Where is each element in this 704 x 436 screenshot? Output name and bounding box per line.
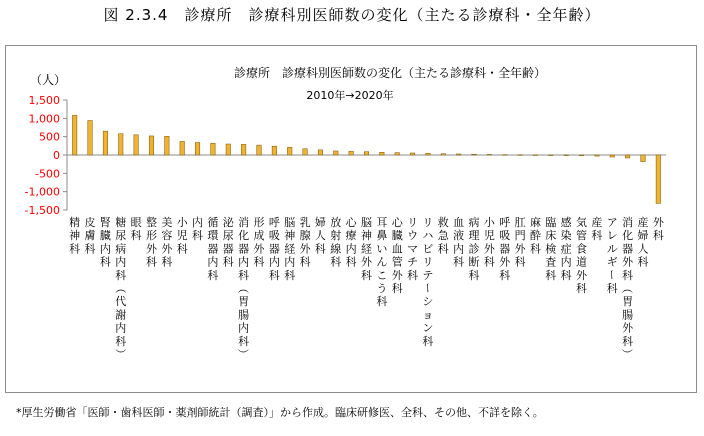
x-category-label <box>330 216 341 269</box>
svg-text:内: 内 <box>99 242 111 256</box>
svg-text:眼: 眼 <box>130 216 142 229</box>
svg-text:内: 内 <box>115 255 127 269</box>
svg-text:臓: 臓 <box>99 229 111 243</box>
svg-text:外: 外 <box>145 242 157 256</box>
x-category-label <box>253 216 265 269</box>
svg-text:成: 成 <box>253 229 265 243</box>
svg-text:環: 環 <box>207 229 219 243</box>
y-tick-label: 500 <box>39 130 60 144</box>
bar <box>579 155 584 156</box>
svg-text:外: 外 <box>514 242 526 256</box>
svg-text:内: 内 <box>238 321 250 335</box>
svg-text:科: 科 <box>145 255 157 269</box>
bar <box>472 154 477 155</box>
x-category-label <box>284 216 295 282</box>
svg-text:液: 液 <box>453 229 465 243</box>
svg-text:外: 外 <box>499 255 511 269</box>
svg-text:管: 管 <box>391 255 403 269</box>
svg-text:胃: 胃 <box>622 295 634 309</box>
svg-text:科: 科 <box>284 268 296 282</box>
bar <box>395 153 400 155</box>
bar <box>134 135 139 155</box>
svg-text:科: 科 <box>545 268 557 282</box>
svg-text:化: 化 <box>238 229 250 243</box>
chart-title: 診療所 診療科別医師数の変化（主たる診療科・全年齢） <box>233 66 547 80</box>
svg-text:膚: 膚 <box>84 229 96 243</box>
svg-text:科: 科 <box>606 282 618 295</box>
svg-text:皮: 皮 <box>84 216 96 229</box>
svg-text:代: 代 <box>115 295 127 309</box>
footnote: *厚生労働省「医師・歯科医師・薬剤師統計（調査）」から作成。臨床研修医、全科、その他、不詳を除く。 <box>16 406 544 419</box>
svg-text:消: 消 <box>622 216 634 229</box>
svg-text:病: 病 <box>115 242 127 256</box>
bar <box>564 155 569 156</box>
svg-text:鼻: 鼻 <box>376 229 388 243</box>
bar <box>595 155 600 156</box>
svg-text:染: 染 <box>560 229 572 243</box>
svg-text:容: 容 <box>161 229 173 243</box>
bar <box>549 155 554 156</box>
x-category-label <box>223 216 235 269</box>
svg-text:門: 門 <box>514 229 526 243</box>
bar <box>195 143 200 155</box>
svg-text:麻: 麻 <box>529 216 541 229</box>
svg-text:科: 科 <box>622 334 634 348</box>
bar <box>149 136 154 155</box>
svg-text:科: 科 <box>622 268 634 282</box>
svg-text:外: 外 <box>576 268 588 282</box>
x-category-label <box>591 215 602 242</box>
svg-text:断: 断 <box>468 255 480 269</box>
svg-text:（: （ <box>113 282 127 294</box>
svg-text:腸: 腸 <box>238 308 250 322</box>
bar <box>211 143 216 155</box>
svg-text:耳: 耳 <box>376 216 388 229</box>
svg-text:リ: リ <box>422 216 434 229</box>
svg-text:外: 外 <box>253 242 265 256</box>
svg-text:科: 科 <box>560 268 572 282</box>
bar <box>518 155 523 156</box>
svg-text:ョ: ョ <box>422 308 434 322</box>
svg-text:ア: ア <box>606 216 618 229</box>
svg-text:形: 形 <box>145 229 157 243</box>
svg-text:尿: 尿 <box>115 229 127 243</box>
x-category-label <box>131 216 142 242</box>
svg-text:美: 美 <box>161 216 173 229</box>
svg-text:科: 科 <box>345 255 357 269</box>
bar <box>257 145 262 155</box>
svg-text:科: 科 <box>238 334 250 348</box>
x-category-label <box>161 216 173 269</box>
bar <box>241 144 246 155</box>
bar <box>287 147 292 155</box>
svg-text:臨: 臨 <box>545 216 557 229</box>
svg-text:婦: 婦 <box>637 229 649 243</box>
svg-text:形: 形 <box>253 216 265 229</box>
svg-text:内: 内 <box>284 255 296 269</box>
bar <box>410 153 415 155</box>
svg-text:精: 精 <box>69 216 81 229</box>
bar <box>533 155 538 156</box>
svg-text:（: （ <box>620 282 634 294</box>
svg-text:マ: マ <box>407 242 419 256</box>
bar <box>380 152 385 155</box>
svg-text:乳: 乳 <box>299 216 311 229</box>
svg-text:ー: ー <box>420 282 434 294</box>
y-tick-label: 1,000 <box>28 112 60 126</box>
svg-text:科: 科 <box>314 242 326 256</box>
x-category-label <box>114 215 127 360</box>
y-tick-label: -1,000 <box>24 185 60 199</box>
svg-text:ギ: ギ <box>606 255 618 269</box>
svg-text:科: 科 <box>483 255 495 269</box>
svg-text:臓: 臓 <box>391 229 403 243</box>
bar <box>349 151 354 155</box>
bar <box>103 131 108 155</box>
svg-text:器: 器 <box>268 242 280 256</box>
svg-text:器: 器 <box>207 242 219 256</box>
svg-text:科: 科 <box>652 229 664 243</box>
svg-text:科: 科 <box>238 268 250 282</box>
svg-text:ン: ン <box>422 321 434 335</box>
svg-text:科: 科 <box>407 268 419 282</box>
svg-text:診: 診 <box>468 242 480 256</box>
svg-text:（: （ <box>236 282 250 294</box>
svg-text:小: 小 <box>483 216 495 229</box>
svg-text:内: 内 <box>192 216 204 229</box>
svg-text:科: 科 <box>130 229 142 243</box>
svg-text:こ: こ <box>376 268 388 282</box>
svg-text:科: 科 <box>115 268 127 282</box>
svg-text:科: 科 <box>207 268 219 282</box>
svg-text:チ: チ <box>407 255 419 269</box>
x-category-label <box>237 215 250 360</box>
x-category-label <box>300 216 312 269</box>
x-category-label <box>192 215 203 242</box>
svg-text:血: 血 <box>391 242 403 256</box>
svg-text:外: 外 <box>622 321 634 335</box>
svg-text:人: 人 <box>314 229 326 243</box>
svg-text:胃: 胃 <box>238 295 250 309</box>
x-category-label <box>637 215 648 269</box>
bar <box>502 155 507 156</box>
svg-text:道: 道 <box>576 255 588 269</box>
svg-text:科: 科 <box>268 268 280 282</box>
svg-text:経: 経 <box>361 242 372 256</box>
svg-text:シ: シ <box>422 295 434 309</box>
bar <box>625 155 630 158</box>
svg-text:外: 外 <box>622 255 634 269</box>
x-category-label <box>177 215 189 255</box>
svg-text:神: 神 <box>361 229 372 243</box>
svg-text:科: 科 <box>499 268 511 282</box>
x-category-label <box>315 215 326 255</box>
svg-text:器: 器 <box>499 242 511 256</box>
svg-text:放: 放 <box>330 216 342 229</box>
x-category-label <box>146 215 158 269</box>
svg-text:科: 科 <box>468 268 480 282</box>
svg-text:外: 外 <box>161 242 173 256</box>
svg-text:検: 検 <box>545 242 557 256</box>
x-category-label <box>530 216 541 255</box>
svg-text:ー: ー <box>605 269 619 281</box>
svg-text:神: 神 <box>284 229 296 243</box>
svg-text:吸: 吸 <box>499 229 511 243</box>
svg-text:食: 食 <box>576 242 588 256</box>
svg-text:腎: 腎 <box>99 216 111 229</box>
bar <box>72 115 77 155</box>
svg-text:消: 消 <box>238 216 250 229</box>
svg-text:科: 科 <box>176 242 188 256</box>
svg-text:科: 科 <box>422 334 434 348</box>
svg-text:内: 内 <box>560 255 572 269</box>
svg-text:科: 科 <box>99 255 111 269</box>
svg-text:器: 器 <box>622 242 634 256</box>
x-category-label <box>376 216 387 308</box>
x-category-label <box>561 215 572 282</box>
svg-text:尿: 尿 <box>222 229 234 243</box>
svg-text:外: 外 <box>299 242 311 256</box>
svg-text:科: 科 <box>637 255 649 269</box>
svg-text:急: 急 <box>437 229 449 243</box>
svg-text:リ: リ <box>422 255 434 269</box>
svg-text:謝: 謝 <box>115 308 127 322</box>
svg-text:腸: 腸 <box>622 308 634 322</box>
svg-text:い: い <box>376 242 388 256</box>
svg-text:査: 査 <box>545 255 557 269</box>
svg-text:血: 血 <box>453 216 465 229</box>
x-category-label <box>653 215 665 242</box>
bar <box>303 149 308 155</box>
svg-text:科: 科 <box>115 334 127 348</box>
svg-text:線: 線 <box>330 242 342 256</box>
bar <box>610 155 615 157</box>
svg-text:救: 救 <box>437 216 449 229</box>
svg-text:科: 科 <box>529 242 541 256</box>
svg-text:科: 科 <box>361 268 372 282</box>
svg-text:ビ: ビ <box>422 242 434 256</box>
x-category-label <box>499 216 511 282</box>
svg-text:症: 症 <box>560 242 572 256</box>
y-tick-label: -500 <box>35 167 60 181</box>
svg-text:感: 感 <box>560 216 572 229</box>
x-category-label <box>453 216 464 269</box>
svg-text:科: 科 <box>576 282 588 295</box>
x-category-label <box>85 215 96 255</box>
svg-text:科: 科 <box>330 255 342 269</box>
svg-text:リ: リ <box>407 216 419 229</box>
x-category-label <box>421 216 434 348</box>
svg-text:器: 器 <box>238 242 250 256</box>
svg-text:脳: 脳 <box>284 216 296 229</box>
svg-text:呼: 呼 <box>268 216 280 229</box>
y-tick-label: 0 <box>53 149 60 162</box>
bar <box>226 144 231 155</box>
bar <box>364 152 369 155</box>
svg-text:内: 内 <box>268 255 280 269</box>
bar <box>456 154 461 155</box>
bar <box>272 146 277 155</box>
x-category-label <box>438 215 450 255</box>
svg-text:児: 児 <box>176 229 188 243</box>
svg-text:心: 心 <box>345 216 357 229</box>
svg-text:）: ） <box>620 348 634 360</box>
svg-text:腺: 腺 <box>299 229 311 243</box>
svg-text:科: 科 <box>453 255 465 269</box>
svg-text:外: 外 <box>483 242 495 256</box>
bar <box>165 136 170 155</box>
bar <box>119 134 124 155</box>
x-category-label <box>100 215 111 269</box>
x-category-label <box>207 216 218 282</box>
x-category-label <box>392 216 404 295</box>
svg-text:テ: テ <box>422 268 434 282</box>
svg-text:肛: 肛 <box>514 216 526 229</box>
bar <box>334 151 339 155</box>
svg-text:産: 産 <box>591 216 603 229</box>
figure-title: 図 2.3.4 診療所 診療科別医師数の変化（主たる診療科・全年齢） <box>103 6 601 24</box>
svg-text:ル: ル <box>606 242 618 256</box>
svg-text:心: 心 <box>391 216 403 229</box>
x-category-label <box>346 216 358 269</box>
bar <box>656 155 661 203</box>
svg-text:内: 内 <box>345 242 357 256</box>
svg-text:外: 外 <box>391 268 403 282</box>
svg-text:器: 器 <box>222 242 234 256</box>
svg-text:気: 気 <box>576 216 588 229</box>
svg-text:婦: 婦 <box>314 216 326 229</box>
x-category-label <box>545 215 556 282</box>
svg-text:科: 科 <box>222 255 234 269</box>
svg-text:整: 整 <box>145 216 157 229</box>
svg-text:科: 科 <box>253 255 265 269</box>
chart-subtitle: 2010年→2020年 <box>306 89 394 102</box>
svg-text:ウ: ウ <box>407 229 419 243</box>
svg-text:科: 科 <box>376 295 388 309</box>
svg-text:理: 理 <box>468 229 480 243</box>
x-category-label <box>484 215 496 269</box>
svg-text:児: 児 <box>483 229 495 243</box>
svg-text:う: う <box>376 282 388 295</box>
x-category-label <box>269 216 280 282</box>
x-category-label <box>605 216 618 295</box>
svg-text:循: 循 <box>207 216 219 229</box>
svg-text:小: 小 <box>176 216 188 229</box>
svg-text:管: 管 <box>576 229 588 243</box>
x-category-label <box>515 216 527 269</box>
svg-text:科: 科 <box>437 242 449 256</box>
bar <box>426 153 431 155</box>
x-category-label <box>69 215 80 255</box>
svg-text:科: 科 <box>84 242 96 256</box>
bar <box>641 155 646 162</box>
bar <box>180 141 185 155</box>
svg-text:糖: 糖 <box>115 216 127 229</box>
svg-text:ハ: ハ <box>422 229 434 243</box>
y-axis-unit-label: （人） <box>30 73 67 87</box>
svg-text:内: 内 <box>238 255 250 269</box>
svg-text:神: 神 <box>69 229 81 243</box>
svg-text:）: ） <box>113 348 127 360</box>
x-category-label <box>621 215 635 360</box>
svg-text:射: 射 <box>330 229 342 243</box>
svg-text:レ: レ <box>606 229 618 243</box>
svg-text:科: 科 <box>69 242 81 256</box>
bar <box>487 154 492 155</box>
svg-text:病: 病 <box>468 216 480 229</box>
y-tick-label: -1,500 <box>24 204 60 217</box>
svg-text:泌: 泌 <box>222 216 234 229</box>
svg-text:人: 人 <box>637 242 649 256</box>
svg-text:呼: 呼 <box>499 216 511 229</box>
svg-text:外: 外 <box>652 216 664 229</box>
svg-text:科: 科 <box>299 255 311 269</box>
svg-text:科: 科 <box>591 229 603 243</box>
bar <box>88 121 93 155</box>
svg-text:科: 科 <box>161 255 173 269</box>
svg-text:）: ） <box>236 348 250 360</box>
svg-text:科: 科 <box>192 229 204 243</box>
svg-text:内: 内 <box>207 255 219 269</box>
x-category-label <box>469 216 480 282</box>
svg-text:脳: 脳 <box>361 216 372 229</box>
x-category-label <box>361 216 373 282</box>
svg-text:床: 床 <box>545 229 557 243</box>
svg-text:化: 化 <box>622 229 634 243</box>
svg-text:内: 内 <box>453 242 465 256</box>
x-category-label <box>576 216 588 295</box>
svg-text:経: 経 <box>284 242 296 256</box>
svg-text:ん: ん <box>376 255 388 269</box>
svg-text:酔: 酔 <box>529 229 541 243</box>
svg-text:外: 外 <box>361 255 372 269</box>
bar <box>318 150 323 155</box>
svg-text:科: 科 <box>514 255 526 269</box>
svg-text:科: 科 <box>391 282 403 295</box>
y-tick-label: 1,500 <box>28 94 60 107</box>
svg-text:産: 産 <box>637 216 649 229</box>
svg-text:内: 内 <box>115 321 127 335</box>
svg-text:吸: 吸 <box>268 229 280 243</box>
x-category-label <box>407 216 418 282</box>
bar <box>441 154 446 155</box>
svg-text:療: 療 <box>345 229 357 243</box>
